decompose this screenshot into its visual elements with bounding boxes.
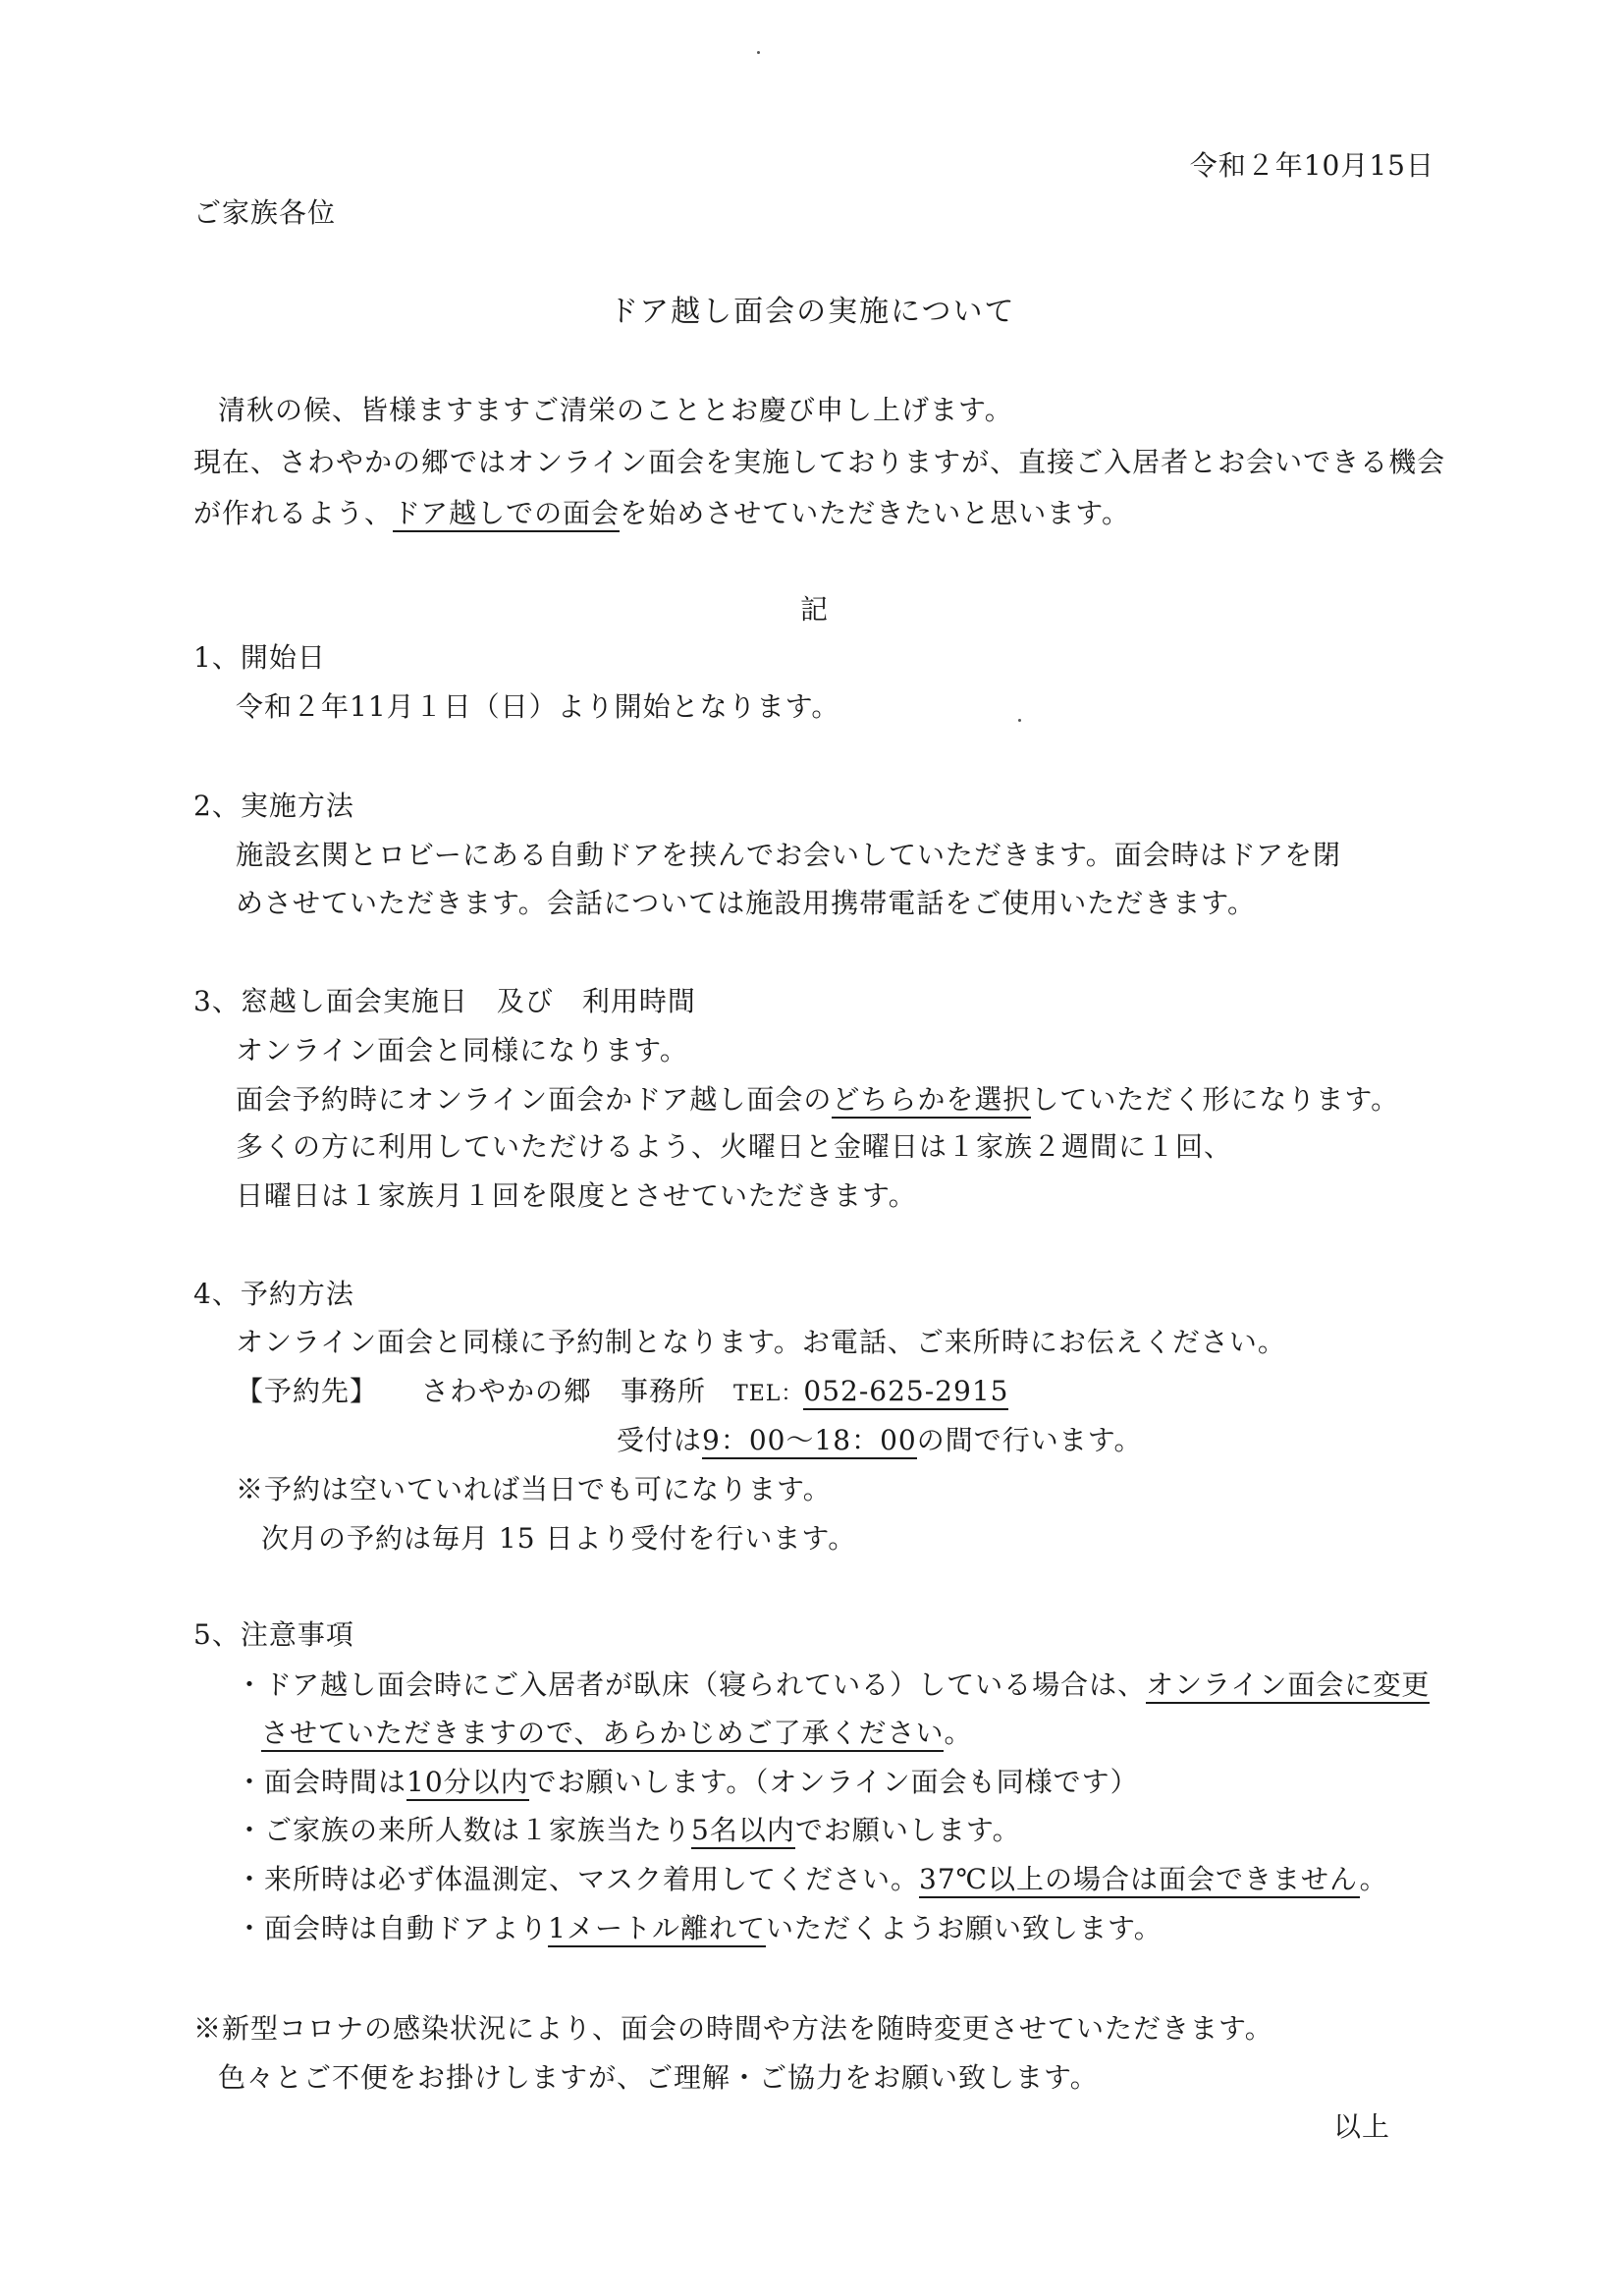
closing-end: 以上	[1333, 2110, 1391, 2143]
reception-hours-time: 9：00～18：00	[702, 1424, 917, 1459]
bullet-1-cont-post: 。	[944, 1717, 973, 1749]
section-3-line-2-pre: 面会予約時にオンライン面会かドア越し面会の	[236, 1083, 833, 1116]
section-5-bullet-2	[236, 1763, 1139, 1802]
scan-speck	[1018, 719, 1021, 722]
section-2-line-1: 施設玄関とロビーにある自動ドアを挟んでお会いしていただきます。面会時はドアを閉	[236, 839, 1341, 871]
section-4-line-1: オンライン面会と同様に予約制となります。お電話、ご来所時にお伝えください。	[236, 1326, 1286, 1358]
section-5-bullet-1	[236, 1666, 1430, 1705]
bullet-1-cont-underline: させていただきますので、あらかじめご了承ください	[261, 1717, 944, 1752]
section-2-heading: 2、実施方法	[193, 790, 354, 822]
section-5-bullet-4	[236, 1860, 1388, 1899]
intro-line-3-post: を始めさせていただきたいと思います。	[620, 497, 1130, 529]
section-3-line-1: オンライン面会と同様になります。	[236, 1034, 688, 1066]
intro-line-3-pre: が作れるよう、	[193, 497, 394, 529]
ki-heading: 記	[800, 593, 830, 626]
intro-underline-door-visit: ドア越しでの面会	[393, 497, 620, 532]
section-5-bullet-3	[236, 1811, 1021, 1850]
bullet-4-pre: ・来所時は必ず体温測定、マスク着用してください。	[236, 1863, 920, 1895]
bullet-5-pre: ・面会時は自動ドアより	[236, 1912, 549, 1944]
reception-hours-post: の間で行います。	[916, 1424, 1143, 1456]
tel-label: TEL：	[733, 1382, 804, 1406]
bullet-2-post: でお願いします。（オンライン面会も同様です）	[528, 1766, 1139, 1798]
intro-line-2: 現在、さわやかの郷ではオンライン面会を実施しておりますが、直接ご入居者とお会いできる機会	[193, 446, 1446, 478]
tel-number: 052-625-2915	[803, 1375, 1008, 1410]
recipient: ご家族各位	[193, 196, 337, 229]
section-5-heading: 5、注意事項	[193, 1618, 354, 1651]
bullet-3-post: でお願いします。	[794, 1814, 1021, 1846]
reception-hours	[617, 1421, 1142, 1460]
section-1-text: 令和２年11月１日（日）より開始となります。	[236, 690, 840, 723]
bullet-1-pre: ・ドア越し面会時にご入居者が臥床（寝られている）している場合は、	[236, 1668, 1147, 1701]
bullet-4-post: 。	[1359, 1863, 1388, 1895]
section-3-line-2-post: していただく形になります。	[1031, 1083, 1400, 1116]
bullet-2-underline: 10分以内	[406, 1766, 529, 1801]
intro-line-3	[193, 494, 1130, 533]
section-5-bullet-1-cont	[261, 1714, 972, 1753]
section-4-heading: 4、予約方法	[193, 1278, 354, 1310]
intro-greeting: 清秋の候、皆様ますますご清栄のこととお慶び申し上げます。	[218, 394, 1013, 426]
section-2-line-2: めさせていただきます。会話については施設用携帯電話をご使用いただきます。	[236, 887, 1256, 919]
section-3-line-4: 日曜日は１家族月１回を限度とさせていただきます。	[236, 1179, 917, 1212]
contact-name: さわやかの郷 事務所	[421, 1375, 707, 1407]
section-5-bullet-5	[236, 1909, 1163, 1948]
bullet-1-underline: オンライン面会に変更	[1146, 1668, 1430, 1704]
closing-line-2: 色々とご不便をお掛けしますが、ご理解・ご協力をお願い致します。	[218, 2061, 1099, 2094]
contact-label: 【予約先】	[236, 1375, 379, 1407]
reception-hours-pre: 受付は	[617, 1424, 703, 1456]
section-3-heading: 3、窓越し面会実施日 及び 利用時間	[193, 985, 696, 1017]
scan-speck	[757, 51, 760, 54]
section-1-heading: 1、開始日	[193, 641, 326, 674]
document-date: 令和２年10月15日	[1189, 149, 1434, 182]
section-4-note-1: ※予約は空いていれば当日でも可になります。	[236, 1473, 832, 1505]
reservation-contact	[236, 1372, 1008, 1414]
section-3-line-2	[236, 1080, 1399, 1120]
closing-line-1: ※新型コロナの感染状況により、面会の時間や方法を随時変更させていただきます。	[193, 2012, 1273, 2045]
section-4-note-2: 次月の予約は毎月 15 日より受付を行います。	[261, 1522, 857, 1555]
bullet-4-underline: 37℃以上の場合は面会できません	[919, 1863, 1360, 1898]
section-3-line-3: 多くの方に利用していただけるよう、火曜日と金曜日は１家族２週間に１回、	[236, 1130, 1233, 1163]
bullet-2-pre: ・面会時間は	[236, 1766, 407, 1798]
section-3-underline-choice: どちらかを選択	[832, 1083, 1031, 1119]
bullet-3-underline: 5名以内	[691, 1814, 795, 1849]
bullet-5-underline: 1メートル離れて	[548, 1912, 766, 1947]
document-title: ドア越し面会の実施について	[609, 295, 1016, 329]
bullet-5-post: いただくようお願い致します。	[766, 1912, 1163, 1944]
bullet-3-pre: ・ご家族の来所人数は１家族当たり	[236, 1814, 692, 1846]
